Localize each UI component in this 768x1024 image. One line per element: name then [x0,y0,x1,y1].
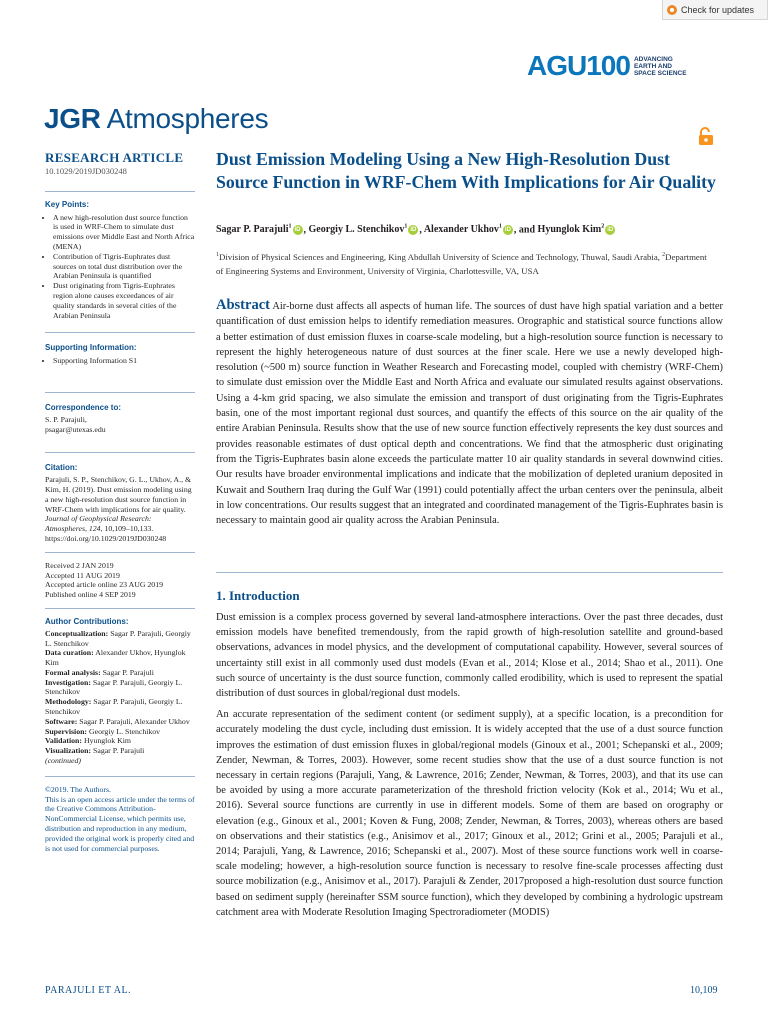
check-for-updates-label: Check for updates [681,4,755,15]
list-item[interactable]: • Supporting Information S1 [53,356,195,366]
list-item: Investigation: Sagar P. Parajuli, Georgiy L. Stenchikov [45,677,183,697]
list-item: Conceptualization: Sagar P. Parajuli, Georgiy L. Stenchikov [45,628,191,648]
supporting-info-list [45,356,195,366]
author: Alexander Ukhov$^1$ [423,224,502,236]
copyright-block [45,785,195,854]
author: Sagar P. Parajuli$^1$ [216,224,292,236]
correspondence-name: S. P. Parajuli, [45,414,87,424]
correspondence-heading: Correspondence to: [45,402,122,412]
supporting-info-heading: Supporting Information: [45,343,137,353]
author: Georgiy L. Stenchikov$^1$ [308,224,408,236]
journal-title: JGR Atmospheres [44,103,269,134]
list-item: Formal analysis: Sagar P. Parajuli [45,667,154,677]
agu-logo [527,50,727,82]
list-item: Visualization: Sagar P. Parajuli [45,746,145,756]
list-item: • A new high-resolution dust source function is used in WRF-Chem to simulate dust emissions over Middle East and North Africa (MENA) [53,213,195,252]
divider [45,392,195,393]
agu-logo-tagline: ADVANCING EARTH AND SPACE SCIENCE [633,55,687,77]
divider [216,572,723,573]
list-item: Software: Sagar P. Parajuli, Alexander Ukhov [45,716,190,726]
copyright-line: ©2019. The Authors. [45,784,111,794]
update-badge-icon [667,5,677,15]
list-item: Supervision: Georgiy L. Stenchikov [45,726,161,736]
running-footer: PARAJULI ET AL. [45,985,132,996]
article-type: RESEARCH ARTICLE [45,150,184,165]
section-heading: 1. Introduction [216,588,300,603]
date-accepted-online: Accepted article online 23 AUG 2019 [45,580,164,590]
list-item: • Dust originating from Tigris-Euphrates region alone causes exceedances of air quality standards in several cities of the Arabian Peninsula [53,281,195,320]
date-accepted: Accepted 11 AUG 2019 [45,570,120,580]
open-access-lock-icon [697,126,717,146]
divider [45,552,195,553]
orcid-icon[interactable]: iD [607,227,614,234]
doi: 10.1029/2019JD030248 [45,166,127,176]
list-item: Data curation: Alexander Ukhov, Hyunglok Kim [45,648,186,668]
key-points-heading: Key Points: [45,199,90,209]
list-item: • Contribution of Tigris-Euphrates dust sources on total dust distribution over the Arabian Peninsula is quantified [53,252,195,281]
orcid-icon[interactable]: iD [410,227,417,234]
divider [45,608,195,609]
affiliations: $^1$Division of Physical Sciences and Engineering, King Abdullah University of Science and Technology, Thuwal, Saudi Arabia, $^2$Department of Engineering Systems and Environment, University of Virginia, Charlottesville, VA, USA [216,251,707,276]
key-points-list [45,213,195,321]
list-item: Methodology: Sagar P. Parajuli, Georgiy L. Stenchikov [45,697,183,717]
divider [45,776,195,777]
license-text: This is an open access article under the terms of the Creative Commons Attribution-NonCommercial License, which permits use, distribution and reproduction in any medium, provided the original work is properly cited and is not used for commercial purposes. [45,794,195,853]
abstract-text: Air-borne dust affects all aspects of human life. The sources of dust have high spatial variation and a better quantification of dust emission helps to identify remediation measures. Orographic and statistical source functions allow a better estimation of dust emission fluxes in coarse-scale modeling, but a high-resolution source function is necessary to represent the highly heterogeneous nature of dust sources at the finer scale. Here we use a newly developed high-resolution (~500 m) source function in Weather Research and Forecasting model, coupled with chemistry (WRF-Chem) to simulate dust emission over the Middle East and North Africa and evaluate our simulated results against observations. Using a 4-km grid spacing, we also simulate the emission and transport of dust originating from the Tigris-Euphrates basin, one of the most important regional dust sources, and quantify the effects of this source on the air quality of the entire Arabian Peninsula. Results show that the use of new source function effectively represents the key dust sources and provides reasonable estimates of dust optical depth and concentrations. We find that the atmospheric dust originating from the Tigris-Euphrates basin alone exceeds the particulate matter 10 air quality standards in several downwind cities. Our results have broader environmental implications and indicate that the mobilization of depleted uranium deposited in Kuwait and Southern Iraq during the Gulf War (1991) could potentially affect the urban centers over the peninsula, albeit in low concentrations. Our results suggest that an integrated and coordinated management of the Tigris-Euphrates basin is necessary to maintain good air quality across the Arabian Peninsula. [216,301,723,527]
sidebar [45,150,195,853]
paragraph: An accurate representation of the sediment content (or sediment supply), at a specific location, is a precondition for accurately modeling the dust cycle, including dust emission. It is widely accepted that the use of a dust source function improves the estimation of dust emission fluxes in global/regional models (Ginoux et al., 2001; Schepanski et al., 2009; Zender, Newman, & Torres, 2003). However, some recent studies show that the use of a dust source function is not necessary in certain regions (Parajuli, Yang, & Lawrence, 2016; Zender, Newman, & Torres, 2003), and that its use can be avoided by using a more accurate parameterization of the threshold friction velocity (Kok et al., 2014; Wu et al., 2016). Several source functions are currently in use in different models. Some of them are based on orography or elevation (e.g., Ginoux et al., 2001; Koven & Fung, 2008; Zender, Newman, & Torres, 2003), whereas others are based on observations and their statistics (e.g., Anisimov et al., 2017; Ginoux et al., 2012; Grini et al., 2005; Parajuli et al., 2014; Parajuli, Yang, & Lawrence, 2016; Schepanski et al., 2007). Most of these source functions work well in coarse-scale modeling; however, a high-resolution source function is necessary to resolve fine-scale processes affecting dust source mobilization (e.g., Anisimov et al., 2017). Parajuli & Zender, 2017proposed a high-resolution dust source function based on sediment supply (hereinafter SSM source function), which they developed by combining a hydrologic upstream catchment area with Moderate Resolution Imaging Spectroradiometer (MODIS) [216,709,723,918]
list-item: Validation: Hyunglok Kim [45,736,131,746]
continued-note: (continued) [45,756,81,766]
citation-url[interactable]: https://doi.org/10.1029/2019JD030248 [45,533,167,543]
page-number: 10,109 [690,985,718,996]
correspondence-email[interactable]: psagar@utexas.edu [45,424,106,434]
date-published: Published online 4 SEP 2019 [45,590,136,600]
orcid-icon[interactable]: iD [504,227,511,234]
author-list: Sagar P. Parajuli$^1$iD , Georgiy L. Stenchikov$^1$iD , Alexander Ukhov$^1$iD , and Hyunglok Kim$^2$iD [216,224,614,236]
divider [45,452,195,453]
article-title: Dust Emission Modeling Using a New High-Resolution Dust Source Function in WRF-Chem With Implications for Air Quality [216,149,716,192]
orcid-icon[interactable]: iD [294,227,301,234]
abstract-heading: Abstract [216,297,270,313]
abstract [216,298,723,528]
paragraph: Dust emission is a complex process governed by several land-atmosphere interactions. Over the past three decades, dust emission models have benefited tremendously, from the rapid growth of high-resolution satellite and ground-based observations, advances in model physics, and the development of computational capability. However, several sources of uncertainty still exist in all commonly used dust models (Evan et al., 2014; Klose et al., 2014; Shao et al., 2011). One such source of uncertainty is the dust source function, commonly called erodibility, which is used to represent the spatial distribution of dust sources in global/regional dust models. [216,612,723,700]
citation-text: Parajuli, S. P., Stenchikov, G. L., Ukhov, A., & Kim, H. (2019). Dust emission modeling using a new high-resolution dust source function in WRF-Chem with implications for air quality. Journal of Geophysical Research: Atmospheres, 124, 10,109–10,133. https://doi.org/10.1029/2019JD030248 [45,475,192,543]
introduction-body [216,610,723,926]
author: Hyunglok Kim$^2$ [537,224,605,236]
divider [45,191,195,192]
contributions-list [45,629,195,766]
agu-logo-mark: AGU100 [527,50,630,81]
check-for-updates-button[interactable] [662,0,768,20]
date-received: Received 2 JAN 2019 [45,560,114,570]
divider [45,332,195,333]
citation-heading: Citation: [45,463,78,473]
contributions-heading: Author Contributions: [45,616,129,626]
